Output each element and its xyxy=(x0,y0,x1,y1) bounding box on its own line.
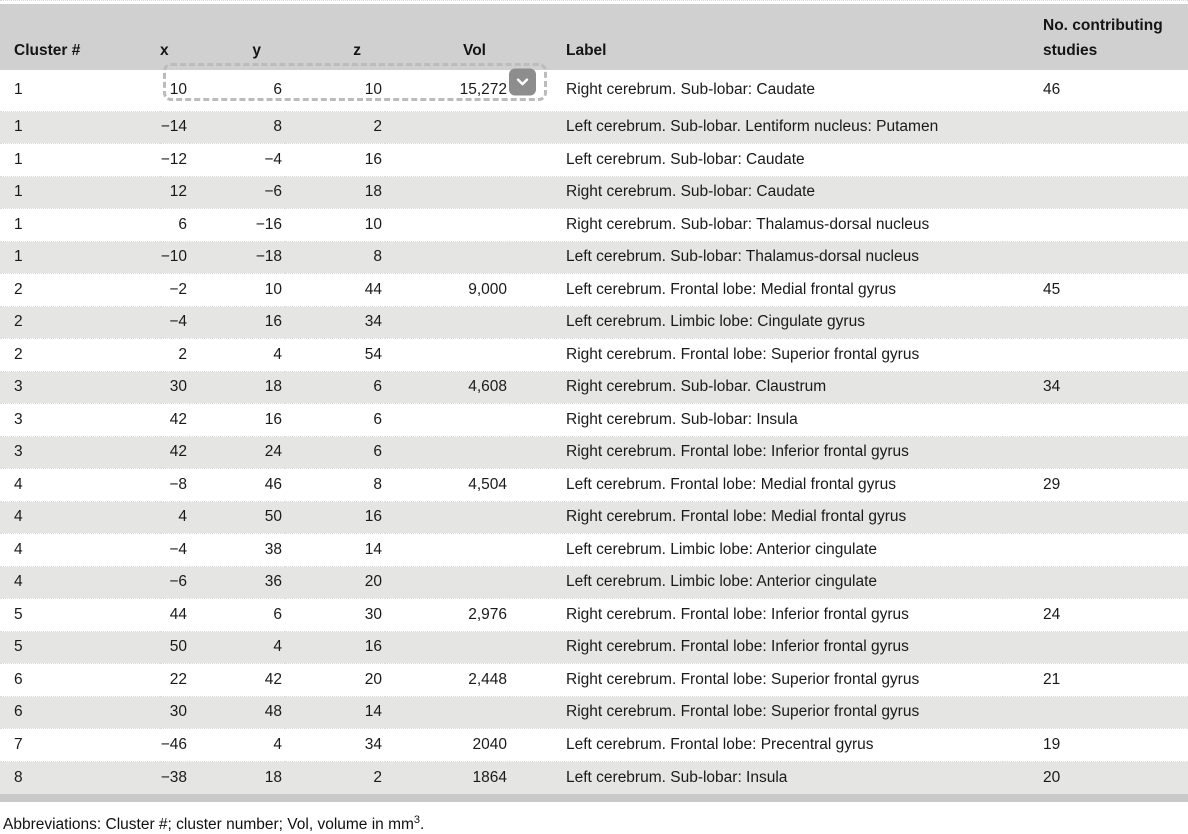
header-z: z xyxy=(285,4,385,70)
cell-studies[interactable]: 34 xyxy=(1043,378,1061,396)
cell-y[interactable]: 42 xyxy=(264,670,282,688)
cell-z[interactable]: 34 xyxy=(364,313,382,331)
cell-cluster[interactable]: 8 xyxy=(14,768,23,786)
cell-y[interactable]: 16 xyxy=(264,313,282,331)
cell-cluster[interactable]: 1 xyxy=(14,248,23,266)
chevron-down-icon xyxy=(514,74,531,91)
table-row xyxy=(0,696,1188,729)
cell-studies[interactable] xyxy=(1003,436,1188,469)
cell-vol[interactable]: 1864 xyxy=(472,768,507,786)
cell-z[interactable]: 8 xyxy=(373,248,382,266)
table-row xyxy=(0,274,1188,307)
cell-cluster[interactable]: 2 xyxy=(14,313,23,331)
cell-cluster[interactable]: 6 xyxy=(14,703,23,721)
cell-label[interactable]: Right cerebrum. Frontal lobe: Inferior frontal gyrus xyxy=(566,605,909,623)
table-row xyxy=(0,631,1188,664)
cluster-coordinates-table xyxy=(0,4,1188,794)
cell-studies[interactable]: 29 xyxy=(1043,475,1061,493)
cell-vol[interactable]: 2,448 xyxy=(468,670,507,688)
cell-label[interactable]: Left cerebrum. Frontal lobe: Medial frontal gyrus xyxy=(566,475,896,493)
cell-vol[interactable] xyxy=(385,241,510,274)
cell-vol[interactable]: 4,504 xyxy=(468,475,507,493)
header-label: Label xyxy=(510,4,1003,70)
cell-vol[interactable] xyxy=(385,144,510,177)
table-row xyxy=(0,241,1188,274)
cell-x[interactable]: 10 xyxy=(169,81,187,99)
cell-cluster[interactable]: 1 xyxy=(14,118,23,136)
cell-label[interactable]: Right cerebrum. Sub-lobar: Insula xyxy=(566,410,798,428)
cell-label[interactable]: Right cerebrum. Sub-lobar: Thalamus-dorsal nucleus xyxy=(566,215,930,233)
cell-y[interactable]: −4 xyxy=(264,150,282,168)
table-row xyxy=(0,599,1188,632)
cell-x[interactable]: 30 xyxy=(169,378,187,396)
cell-y[interactable]: 50 xyxy=(264,508,282,526)
cell-vol[interactable]: 4,608 xyxy=(468,378,507,396)
cell-y[interactable]: 24 xyxy=(264,443,282,461)
cell-label[interactable]: Left cerebrum. Frontal lobe: Medial frontal gyrus xyxy=(566,280,896,298)
cell-z[interactable]: 10 xyxy=(364,215,382,233)
cell-y[interactable]: 18 xyxy=(264,378,282,396)
cell-z[interactable]: 34 xyxy=(364,735,382,753)
cell-vol[interactable]: 15,272 xyxy=(459,81,507,99)
table-row xyxy=(0,176,1188,209)
cell-y[interactable]: 46 xyxy=(264,475,282,493)
table-row xyxy=(0,501,1188,534)
cell-label[interactable]: Right cerebrum. Frontal lobe: Superior frontal gyrus xyxy=(566,703,920,721)
cell-label[interactable]: Left cerebrum. Sub-lobar: Caudate xyxy=(566,150,805,168)
table-row xyxy=(0,371,1188,404)
header-y: y xyxy=(190,4,285,70)
header-vol: Vol xyxy=(385,4,510,70)
cell-x[interactable]: 42 xyxy=(169,443,187,461)
header-studies-text: No. contributing studies xyxy=(1043,17,1163,59)
cell-z[interactable]: 10 xyxy=(364,81,382,99)
cell-x[interactable]: 50 xyxy=(169,638,187,656)
cell-z[interactable]: 16 xyxy=(364,638,382,656)
cell-cluster[interactable]: 1 xyxy=(14,215,23,233)
cell-studies[interactable]: 19 xyxy=(1043,735,1061,753)
table-row xyxy=(0,664,1188,697)
cell-studies[interactable] xyxy=(1003,144,1188,177)
cell-z[interactable]: 18 xyxy=(364,183,382,201)
cell-studies[interactable] xyxy=(1003,534,1188,567)
cell-z[interactable]: 54 xyxy=(364,345,382,363)
cell-x[interactable]: −14 xyxy=(160,118,187,136)
cell-label[interactable]: Left cerebrum. Limbic lobe: Anterior cingulate xyxy=(566,540,878,558)
cell-studies[interactable] xyxy=(1003,209,1188,242)
cell-y[interactable]: −6 xyxy=(264,183,282,201)
selection-dropdown-button[interactable] xyxy=(509,69,536,96)
cell-y[interactable]: 18 xyxy=(264,768,282,786)
cell-y[interactable]: 4 xyxy=(273,345,282,363)
cell-vol[interactable] xyxy=(385,631,510,664)
cell-cluster[interactable]: 3 xyxy=(14,410,23,428)
cell-vol[interactable] xyxy=(385,404,510,437)
abbreviations-superscript: 3 xyxy=(413,813,421,826)
cell-y[interactable]: 36 xyxy=(264,573,282,591)
cell-selection-box[interactable] xyxy=(163,63,547,101)
cell-label[interactable]: Left cerebrum. Limbic lobe: Cingulate gyrus xyxy=(566,313,865,331)
cell-studies[interactable]: 24 xyxy=(1043,605,1061,623)
table-header xyxy=(0,4,1188,70)
cell-z[interactable]: 6 xyxy=(373,443,382,461)
table-row xyxy=(0,469,1188,502)
cell-studies[interactable]: 45 xyxy=(1043,280,1061,298)
cell-label[interactable]: Right cerebrum. Sub-lobar: Caudate xyxy=(566,81,815,99)
cell-vol[interactable] xyxy=(385,436,510,469)
cell-label[interactable]: Left cerebrum. Sub-lobar: Insula xyxy=(566,768,788,786)
table-row xyxy=(0,209,1188,242)
cell-vol[interactable] xyxy=(385,306,510,339)
cell-studies[interactable]: 21 xyxy=(1043,670,1061,688)
cell-x[interactable]: −38 xyxy=(160,768,187,786)
table-row xyxy=(0,306,1188,339)
cell-vol[interactable] xyxy=(385,501,510,534)
abbreviations-note xyxy=(0,814,1188,834)
cell-z[interactable]: 14 xyxy=(364,703,382,721)
header-row xyxy=(0,4,1188,70)
cell-z[interactable]: 30 xyxy=(364,605,382,623)
cell-vol[interactable] xyxy=(385,209,510,242)
cell-x[interactable]: −10 xyxy=(160,248,187,266)
cell-cluster[interactable]: 2 xyxy=(14,345,23,363)
cell-vol[interactable]: 9,000 xyxy=(468,280,507,298)
cell-x[interactable]: −46 xyxy=(160,735,187,753)
cell-studies[interactable] xyxy=(1003,501,1188,534)
cell-label[interactable]: Right cerebrum. Frontal lobe: Inferior frontal gyrus xyxy=(566,443,909,461)
cell-x[interactable]: 42 xyxy=(169,410,187,428)
cell-cluster[interactable]: 4 xyxy=(14,508,23,526)
cell-cluster[interactable]: 3 xyxy=(14,443,23,461)
cell-x[interactable]: −6 xyxy=(169,573,187,591)
cell-y[interactable]: 6 xyxy=(273,605,282,623)
cell-y[interactable]: −16 xyxy=(255,215,282,233)
cell-z[interactable]: 16 xyxy=(364,508,382,526)
cell-label[interactable]: Right cerebrum. Sub-lobar: Caudate xyxy=(566,183,815,201)
cell-y[interactable]: 48 xyxy=(264,703,282,721)
cell-z[interactable]: 20 xyxy=(364,573,382,591)
cell-y[interactable]: −18 xyxy=(255,248,282,266)
cell-cluster[interactable]: 5 xyxy=(14,605,23,623)
cell-label[interactable]: Left cerebrum. Frontal lobe: Precentral gyrus xyxy=(566,735,874,753)
cell-vol[interactable]: 2,976 xyxy=(468,605,507,623)
table-row xyxy=(0,111,1188,144)
cell-vol[interactable] xyxy=(385,339,510,372)
cell-cluster[interactable]: 1 xyxy=(14,183,23,201)
cell-label[interactable]: Left cerebrum. Sub-lobar. Lentiform nucleus: Putamen xyxy=(566,118,939,136)
cell-x[interactable]: 12 xyxy=(169,183,187,201)
cell-cluster[interactable]: 1 xyxy=(14,150,23,168)
table-row xyxy=(0,436,1188,469)
table-bottom-bar xyxy=(0,794,1188,802)
cell-x[interactable]: 22 xyxy=(169,670,187,688)
cell-cluster[interactable]: 4 xyxy=(14,540,23,558)
table-row xyxy=(0,566,1188,599)
cell-cluster[interactable]: 3 xyxy=(14,378,23,396)
cell-label[interactable]: Right cerebrum. Frontal lobe: Medial frontal gyrus xyxy=(566,508,907,526)
abbreviations-period: . xyxy=(420,815,425,833)
cell-studies[interactable] xyxy=(1003,111,1188,144)
cell-label[interactable]: Right cerebrum. Frontal lobe: Superior frontal gyrus xyxy=(566,670,920,688)
cell-vol[interactable] xyxy=(385,534,510,567)
cell-studies[interactable] xyxy=(1003,241,1188,274)
cell-studies[interactable] xyxy=(1003,176,1188,209)
cell-vol[interactable] xyxy=(385,566,510,599)
cell-y[interactable]: 10 xyxy=(264,280,282,298)
cell-vol[interactable] xyxy=(385,696,510,729)
cell-x[interactable]: 6 xyxy=(178,215,187,233)
cell-cluster[interactable]: 4 xyxy=(14,475,23,493)
cell-z[interactable]: 6 xyxy=(373,378,382,396)
cell-z[interactable]: 8 xyxy=(373,475,382,493)
cell-cluster[interactable]: 6 xyxy=(14,670,23,688)
cell-vol[interactable] xyxy=(385,111,510,144)
cell-y[interactable]: 6 xyxy=(273,81,282,99)
cell-studies[interactable] xyxy=(1003,631,1188,664)
cell-x[interactable]: −4 xyxy=(169,540,187,558)
cell-vol[interactable] xyxy=(385,176,510,209)
table-row xyxy=(0,404,1188,437)
cell-label[interactable]: Left cerebrum. Sub-lobar: Thalamus-dorsal nucleus xyxy=(566,248,919,266)
cell-studies[interactable] xyxy=(1003,306,1188,339)
cell-x[interactable]: −4 xyxy=(169,313,187,331)
table-body xyxy=(0,70,1188,794)
table-row xyxy=(0,534,1188,567)
cell-label[interactable]: Right cerebrum. Sub-lobar. Claustrum xyxy=(566,378,827,396)
cell-z[interactable]: 16 xyxy=(364,150,382,168)
cell-cluster[interactable]: 4 xyxy=(14,573,23,591)
cell-x[interactable]: 44 xyxy=(169,605,187,623)
cell-cluster[interactable]: 5 xyxy=(14,638,23,656)
cell-z[interactable]: 14 xyxy=(364,540,382,558)
cell-x[interactable]: 4 xyxy=(178,508,187,526)
cell-z[interactable]: 20 xyxy=(364,670,382,688)
cell-x[interactable]: −2 xyxy=(169,280,187,298)
cell-x[interactable]: −8 xyxy=(169,475,187,493)
cell-label[interactable]: Right cerebrum. Frontal lobe: Inferior frontal gyrus xyxy=(566,638,909,656)
cell-y[interactable]: 16 xyxy=(264,410,282,428)
cell-y[interactable]: 8 xyxy=(273,118,282,136)
cell-z[interactable]: 44 xyxy=(364,280,382,298)
cell-y[interactable]: 4 xyxy=(273,735,282,753)
cell-y[interactable]: 38 xyxy=(264,540,282,558)
cell-z[interactable]: 2 xyxy=(373,768,382,786)
table-row xyxy=(0,729,1188,762)
table-row xyxy=(0,144,1188,177)
cell-x[interactable]: 30 xyxy=(169,703,187,721)
cell-cluster[interactable]: 1 xyxy=(14,81,23,99)
cell-x[interactable]: 2 xyxy=(178,345,187,363)
cell-studies[interactable]: 46 xyxy=(1043,81,1061,99)
cell-studies[interactable]: 20 xyxy=(1043,768,1061,786)
abbreviations-text: Abbreviations: Cluster #; cluster number; Vol, volume in mm xyxy=(3,815,414,833)
cell-cluster[interactable]: 2 xyxy=(14,280,23,298)
cell-vol[interactable]: 2040 xyxy=(472,735,507,753)
cell-y[interactable]: 4 xyxy=(273,638,282,656)
cell-studies[interactable] xyxy=(1003,404,1188,437)
cell-label[interactable]: Left cerebrum. Limbic lobe: Anterior cingulate xyxy=(566,573,878,591)
header-x: x xyxy=(160,4,190,70)
cell-z[interactable]: 2 xyxy=(373,118,382,136)
cell-studies[interactable] xyxy=(1003,339,1188,372)
cell-x[interactable]: −12 xyxy=(160,150,187,168)
cell-label[interactable]: Right cerebrum. Frontal lobe: Superior frontal gyrus xyxy=(566,345,920,363)
cell-z[interactable]: 6 xyxy=(373,410,382,428)
header-studies xyxy=(1003,4,1188,70)
cell-cluster[interactable]: 7 xyxy=(14,735,23,753)
table-row xyxy=(0,761,1188,794)
header-cluster: Cluster # xyxy=(0,4,160,70)
table-row xyxy=(0,339,1188,372)
cell-studies[interactable] xyxy=(1003,566,1188,599)
cell-studies[interactable] xyxy=(1003,696,1188,729)
